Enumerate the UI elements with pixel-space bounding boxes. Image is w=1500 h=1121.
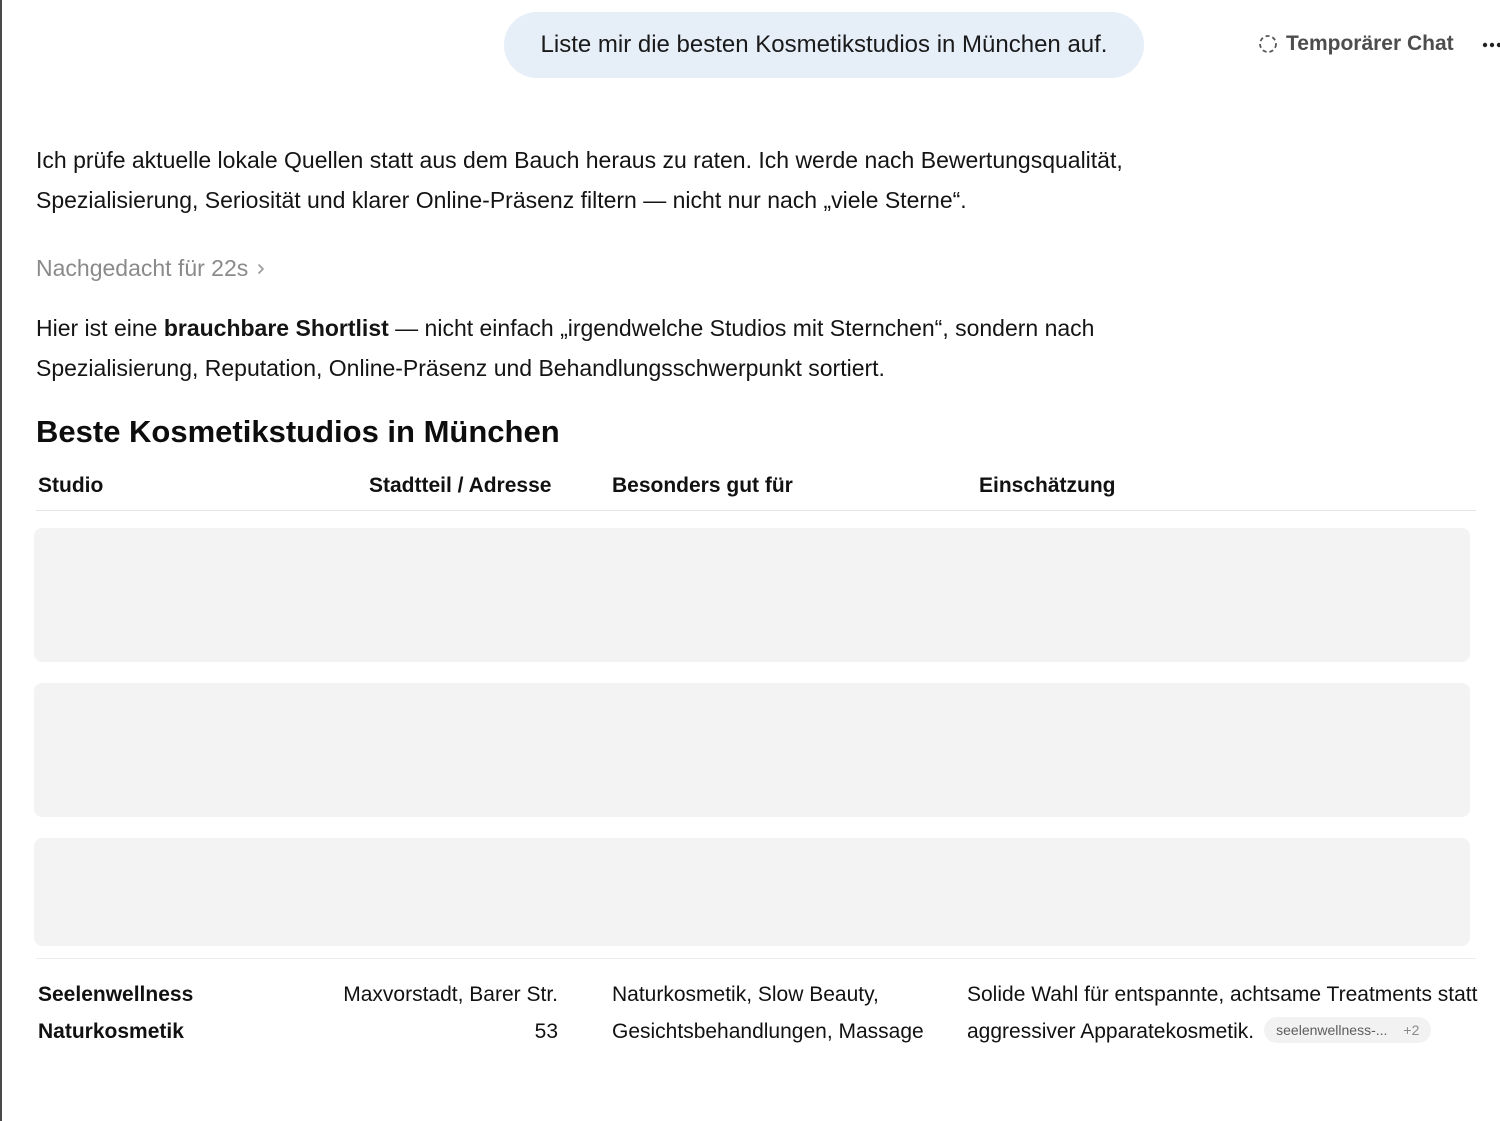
temporary-chat-label: Temporärer Chat [1286, 32, 1454, 55]
ellipsis-icon [1482, 35, 1500, 53]
section-title: Beste Kosmetikstudios in München [36, 414, 560, 449]
thinking-summary-toggle[interactable] [36, 250, 266, 286]
user-message-bubble [504, 12, 1144, 78]
best-for-line-1: Naturkosmetik, Slow Beauty, [612, 983, 879, 1006]
loading-row-placeholder [34, 683, 1470, 817]
temporary-chat-icon [1258, 34, 1278, 54]
intro-paragraph [36, 140, 1236, 220]
user-message-text: Liste mir die besten Kosmetikstudios in München auf. [540, 31, 1108, 58]
intro-line-1: Ich prüfe aktuelle lokale Quellen statt aus dem Bauch heraus zu raten. Ich werde nach Bewertungsqualität, [36, 147, 1123, 173]
column-header-address: Stadtteil / Adresse [369, 474, 552, 497]
row-divider [36, 958, 1476, 959]
studio-name-line-1: Seelenwellness [38, 983, 194, 1006]
address-line-1: Maxvorstadt, Barer Str. [343, 983, 558, 1006]
loading-row-placeholder [34, 838, 1470, 946]
summary-bold: brauchbare Shortlist [163, 315, 389, 341]
temporary-chat-toggle[interactable] [1258, 30, 1454, 58]
studio-name-line-2: Naturkosmetik [38, 1020, 184, 1043]
loading-row-placeholder [34, 528, 1470, 662]
best-for-line-2: Gesichtsbehandlungen, Massage [612, 1020, 924, 1043]
best-for-cell [612, 976, 952, 1050]
assessment-line-1: Solide Wahl für entspannte, achtsame Treatments statt [967, 983, 1478, 1006]
citation-source: seelenwellness-... [1276, 1021, 1388, 1038]
column-header-assessment: Einschätzung [979, 474, 1116, 497]
thinking-label: Nachgedacht für 22s [36, 255, 249, 281]
citation-more-count: +2 [1403, 1021, 1420, 1038]
summary-prefix: Hier ist eine [36, 315, 164, 341]
studio-name-cell [38, 976, 298, 1050]
summary-line-2: Spezialisierung, Reputation, Online-Präsenz und Behandlungsschwerpunkt sortiert. [36, 355, 885, 381]
address-line-2: 53 [534, 1020, 558, 1043]
table-header [36, 466, 1476, 511]
citation-pill[interactable] [1264, 1017, 1431, 1043]
more-options-button[interactable] [1482, 30, 1500, 58]
summary-rest: — nicht einfach „irgendwelche Studios mit Sternchen“, sondern nach [388, 315, 1095, 341]
column-header-best-for: Besonders gut für [612, 474, 793, 497]
summary-paragraph [36, 308, 1236, 388]
chevron-right-icon [256, 250, 266, 286]
assessment-cell [967, 976, 1487, 1050]
intro-line-2: Spezialisierung, Seriosität und klarer Online-Präsenz filtern — nicht nur nach „viele Sterne“. [36, 187, 967, 213]
column-header-studio: Studio [38, 474, 104, 497]
assessment-line-2: aggressiver Apparatekosmetik. [967, 1020, 1255, 1043]
address-cell [298, 976, 558, 1050]
